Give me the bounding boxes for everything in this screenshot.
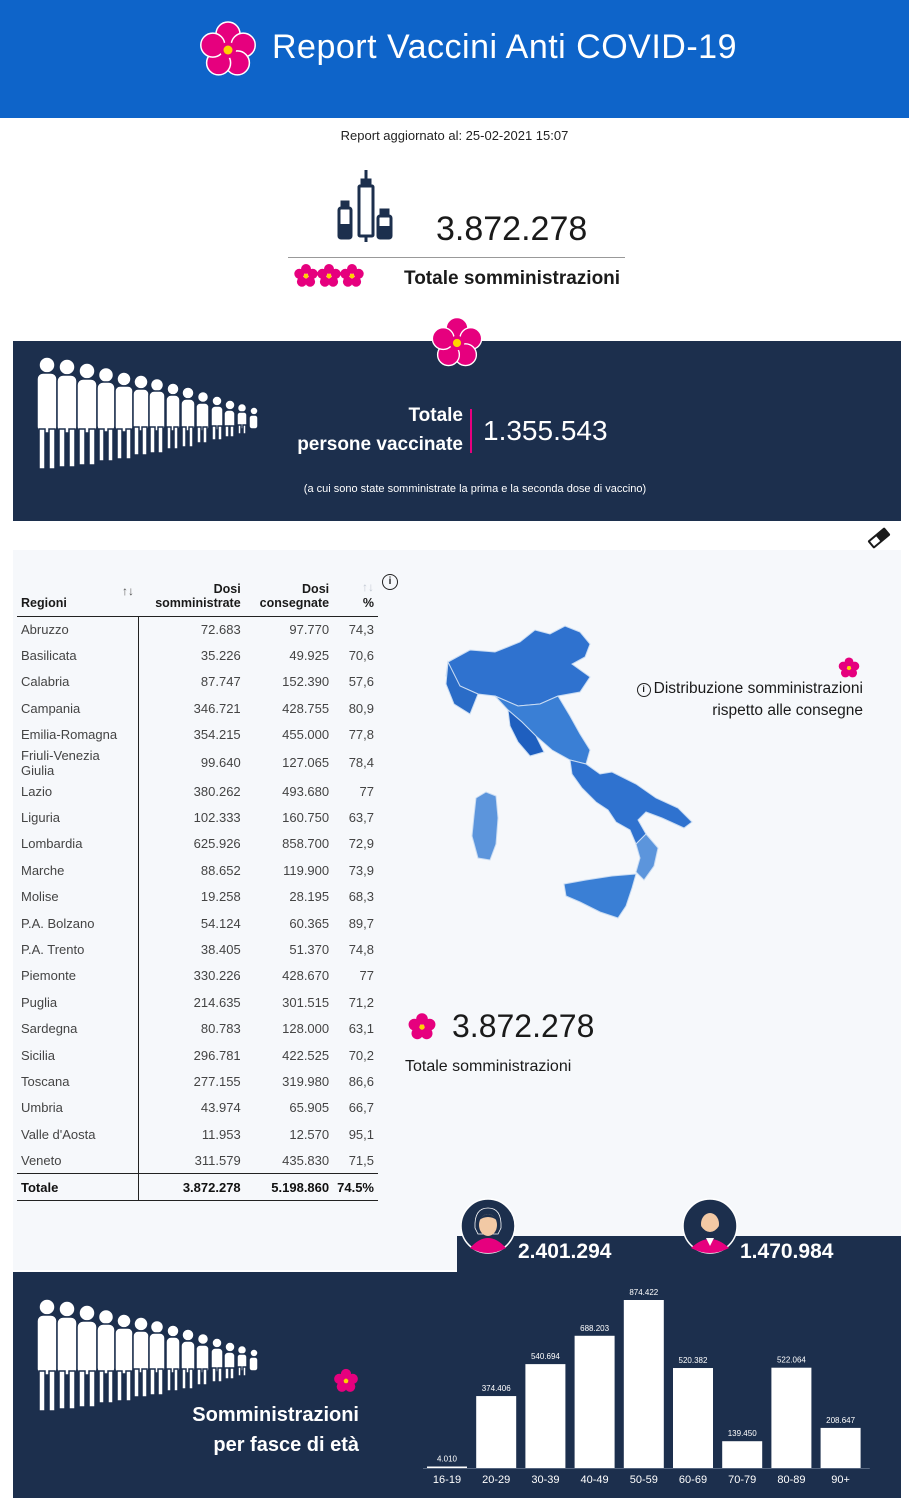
percent-cell: 70,6 <box>348 648 374 664</box>
table-row[interactable] <box>17 910 378 936</box>
age-bar[interactable] <box>525 1364 565 1468</box>
delivered-cell: 319.980 <box>282 1073 330 1089</box>
table-row[interactable] <box>17 936 378 962</box>
column-header-label: somministrate <box>155 595 241 610</box>
region-cell: Puglia <box>17 989 138 1015</box>
percent-cell: 78,4 <box>348 755 374 771</box>
sort-icon[interactable]: ↑↓ <box>362 580 374 594</box>
table-row[interactable] <box>17 831 378 857</box>
table-row[interactable] <box>17 1068 378 1094</box>
administered-cell: 35.226 <box>200 648 241 664</box>
table-row[interactable] <box>17 1015 378 1041</box>
table-row[interactable] <box>17 1121 378 1147</box>
administered-cell: 3.872.278 <box>138 1174 245 1200</box>
x-tick-label: 90+ <box>831 1474 850 1486</box>
administered-cell: 277.155 <box>193 1073 241 1089</box>
administered-cell: 296.781 <box>193 1047 241 1063</box>
region-cell: Friuli-Venezia Giulia <box>17 748 138 778</box>
administered-cell: 54.124 <box>200 915 241 931</box>
delivered-cell: 128.000 <box>282 1021 330 1037</box>
x-tick-label: 70-79 <box>728 1474 757 1486</box>
age-bar[interactable] <box>673 1368 713 1468</box>
table-row[interactable] <box>17 884 378 910</box>
delivered-cell: 455.000 <box>282 727 330 743</box>
region-cell: Piemonte <box>17 963 138 989</box>
administered-cell: 311.579 <box>194 1152 241 1168</box>
table-row[interactable] <box>17 748 378 778</box>
bar-value-label: 540.694 <box>530 1352 560 1362</box>
bar-value-label: 688.203 <box>580 1323 610 1333</box>
sort-icon[interactable]: ↑↓ <box>122 584 134 598</box>
table-row[interactable] <box>17 778 378 804</box>
divider <box>288 257 625 258</box>
delivered-cell: 12.570 <box>289 1126 330 1142</box>
region-cell: Umbria <box>17 1095 138 1121</box>
female-count: 2.401.294 <box>518 1240 612 1263</box>
percent-cell: 70,2 <box>348 1047 374 1063</box>
column-header-label: % <box>362 595 374 610</box>
separator <box>470 409 472 453</box>
delivered-cell: 49.925 <box>289 648 330 664</box>
region-cell: Veneto <box>17 1147 138 1173</box>
percent-cell: 73,9 <box>348 862 374 878</box>
female-avatar-icon <box>460 1198 516 1254</box>
table-row[interactable] <box>17 642 378 668</box>
percent-cell: 72,9 <box>348 836 374 852</box>
age-bar[interactable] <box>624 1300 664 1468</box>
total-administrations-label: Totale somministrazioni <box>404 268 621 289</box>
age-bar-chart <box>413 1272 901 1498</box>
age-section-label-line2: per fasce di età <box>213 1434 359 1456</box>
info-icon[interactable]: i <box>637 683 651 697</box>
column-header-label: Dosi <box>302 581 330 596</box>
percent-cell: 71,5 <box>348 1152 374 1168</box>
percent-cell: 63,7 <box>348 810 374 826</box>
percent-cell: 95,1 <box>348 1126 374 1142</box>
map-caption-text: Distribuzione somministrazioni <box>653 680 863 697</box>
percent-cell: 77 <box>359 783 374 799</box>
percent-cell: 86,6 <box>348 1073 374 1089</box>
region-cell: Valle d'Aosta <box>17 1121 138 1147</box>
age-bar[interactable] <box>771 1368 811 1468</box>
administered-cell: 38.405 <box>200 941 241 957</box>
column-header-administered[interactable] <box>138 568 245 616</box>
region-cell: Emilia-Romagna <box>17 722 138 748</box>
last-updated-text: Report aggiornato al: 25-02-2021 15:07 <box>340 128 569 143</box>
primula-flower-icon <box>428 314 486 372</box>
crowd-silhouette-icon <box>33 353 265 473</box>
bar-value-label: 208.647 <box>826 1415 856 1425</box>
table-row[interactable] <box>17 963 378 989</box>
region-cell: Sicilia <box>17 1042 138 1068</box>
delivered-cell: 858.700 <box>282 836 330 852</box>
percent-cell: 71,2 <box>348 994 374 1010</box>
male-avatar-icon <box>682 1198 738 1254</box>
delivered-cell: 422.525 <box>282 1047 330 1063</box>
map-region-south[interactable] <box>570 760 692 844</box>
percent-cell: 80,9 <box>348 700 374 716</box>
percent-cell: 89,7 <box>348 915 374 931</box>
table-row[interactable] <box>17 1147 378 1173</box>
region-cell: P.A. Bolzano <box>17 910 138 936</box>
region-cell: Basilicata <box>17 642 138 668</box>
column-header-delivered[interactable] <box>245 568 333 616</box>
administered-cell: 11.953 <box>201 1126 241 1142</box>
region-cell: Campania <box>17 695 138 721</box>
people-vaccinated-label-line2: persone vaccinate <box>297 434 463 455</box>
table-header-row <box>17 568 378 616</box>
bar-value-label: 520.382 <box>678 1356 708 1366</box>
people-vaccinated-value: 1.355.543 <box>483 415 608 446</box>
administered-cell: 354.215 <box>193 727 241 743</box>
region-cell: Lombardia <box>17 831 138 857</box>
administered-cell: 80.783 <box>200 1021 241 1037</box>
administered-cell: 19.258 <box>200 889 241 905</box>
percent-cell: 74.5% <box>333 1174 378 1200</box>
info-icon[interactable]: i <box>382 574 398 590</box>
column-header-label: Regioni <box>21 595 67 610</box>
x-tick-label: 50-59 <box>629 1474 658 1486</box>
table-row[interactable] <box>17 989 378 1015</box>
bar-value-label: 874.422 <box>629 1288 659 1297</box>
delivered-cell: 97.770 <box>289 621 330 637</box>
administered-cell: 88.652 <box>200 862 241 878</box>
administered-cell: 214.635 <box>193 994 241 1010</box>
administered-cell: 102.333 <box>193 810 241 826</box>
total-administrations-value: 3.872.278 <box>436 210 588 248</box>
region-cell: Sardegna <box>17 1015 138 1041</box>
bar-value-label: 522.064 <box>776 1355 806 1365</box>
delivered-cell: 160.750 <box>282 810 330 826</box>
region-cell: Lazio <box>17 778 138 804</box>
age-groups-panel <box>13 1272 901 1498</box>
x-tick-label: 30-39 <box>531 1474 560 1486</box>
administered-cell: 346.721 <box>193 700 241 716</box>
percent-cell: 68,3 <box>348 889 374 905</box>
table-row[interactable] <box>17 616 378 642</box>
delivered-cell: 152.390 <box>282 674 330 690</box>
map-region-sicily[interactable] <box>564 874 636 918</box>
percent-cell: 77 <box>359 968 374 984</box>
map-region-sardinia[interactable] <box>472 792 498 860</box>
delivered-cell: 60.365 <box>289 915 330 931</box>
primula-flower-icon <box>331 1366 361 1396</box>
people-vaccinated-note: (a cui sono state somministrate la prima e la seconda dose di vaccino) <box>303 483 647 495</box>
age-bar[interactable] <box>476 1396 516 1468</box>
bar-value-label: 4.010 <box>436 1454 458 1464</box>
region-cell: Marche <box>17 857 138 883</box>
administered-cell: 380.262 <box>193 783 241 799</box>
map-caption-line2: rispetto alle consegne <box>712 702 863 719</box>
delivered-cell: 65.905 <box>289 1100 330 1116</box>
map-caption-line1 <box>637 678 863 700</box>
administered-cell: 72.683 <box>200 621 241 637</box>
column-header-label: consegnate <box>259 595 330 610</box>
region-cell: Toscana <box>17 1068 138 1094</box>
table-row[interactable] <box>17 804 378 830</box>
column-header-region[interactable] <box>17 568 138 616</box>
table-row[interactable] <box>17 1095 378 1121</box>
primula-flower-icon <box>405 1010 439 1044</box>
page-header <box>0 0 909 118</box>
age-bar[interactable] <box>575 1336 615 1468</box>
delivered-cell: 127.065 <box>282 755 330 771</box>
x-tick-label: 20-29 <box>482 1474 511 1486</box>
bar-value-label: 139.450 <box>727 1429 757 1439</box>
table-row[interactable] <box>17 1042 378 1068</box>
percent-cell: 66,7 <box>348 1100 374 1116</box>
italy-map[interactable] <box>440 622 700 922</box>
percent-cell: 57,6 <box>348 674 374 690</box>
delivered-cell: 301.515 <box>282 994 330 1010</box>
delivered-cell: 28.195 <box>289 889 330 905</box>
percent-cell: 77,8 <box>348 727 374 743</box>
column-header-percent[interactable] <box>333 568 378 616</box>
table-row[interactable] <box>17 857 378 883</box>
percent-cell: 74,8 <box>348 941 374 957</box>
age-bar[interactable] <box>427 1467 467 1469</box>
table-total-row[interactable] <box>17 1174 378 1200</box>
region-cell: Molise <box>17 884 138 910</box>
administered-cell: 87.747 <box>200 674 241 690</box>
delivered-cell: 5.198.860 <box>245 1174 333 1200</box>
age-bar[interactable] <box>722 1441 762 1468</box>
delivered-cell: 435.830 <box>282 1152 330 1168</box>
region-cell: P.A. Trento <box>17 936 138 962</box>
x-tick-label: 16-19 <box>432 1474 462 1486</box>
x-tick-label: 60-69 <box>678 1474 708 1486</box>
age-bar[interactable] <box>821 1428 861 1468</box>
primula-flower-icon <box>196 18 260 82</box>
map-region-center[interactable] <box>495 696 590 764</box>
administered-cell: 99.640 <box>200 755 241 771</box>
region-cell: Abruzzo <box>17 616 138 642</box>
administered-cell: 330.226 <box>193 968 241 984</box>
table-row[interactable] <box>17 722 378 748</box>
delivered-cell: 493.680 <box>282 783 330 799</box>
map-caption <box>637 678 863 722</box>
delivered-cell: 119.900 <box>283 862 330 878</box>
administered-cell: 625.926 <box>193 836 241 852</box>
page-title: Report Vaccini Anti COVID-19 <box>272 28 737 66</box>
map-total-label: Totale somministrazioni <box>405 1058 572 1075</box>
male-count: 1.470.984 <box>740 1240 834 1263</box>
region-cell: Calabria <box>17 669 138 695</box>
syringe-vial-icon <box>334 168 394 244</box>
map-total-value: 3.872.278 <box>452 1008 595 1044</box>
region-cell: Liguria <box>17 804 138 830</box>
people-vaccinated-label <box>297 401 463 459</box>
eraser-icon[interactable] <box>866 526 892 550</box>
delivered-cell: 428.670 <box>282 968 330 984</box>
three-flowers-icon <box>294 264 364 288</box>
age-section-label-line1: Somministrazioni <box>192 1404 359 1426</box>
people-vaccinated-label-line1: Totale <box>408 405 463 426</box>
table-row[interactable] <box>17 695 378 721</box>
table-row[interactable] <box>17 669 378 695</box>
percent-cell: 63,1 <box>348 1021 374 1037</box>
x-tick-label: 40-49 <box>580 1474 609 1486</box>
column-header-label: Dosi <box>213 581 241 596</box>
administered-cell: 43.974 <box>200 1100 241 1116</box>
x-tick-label: 80-89 <box>777 1474 806 1486</box>
map-region-calabria[interactable] <box>636 834 658 880</box>
delivered-cell: 428.755 <box>282 700 330 716</box>
regional-table <box>17 568 378 1201</box>
age-section-label <box>143 1400 359 1460</box>
percent-cell: 74,3 <box>348 621 374 637</box>
delivered-cell: 51.370 <box>289 941 330 957</box>
region-cell: Totale <box>17 1174 138 1200</box>
bar-value-label: 374.406 <box>481 1384 511 1394</box>
